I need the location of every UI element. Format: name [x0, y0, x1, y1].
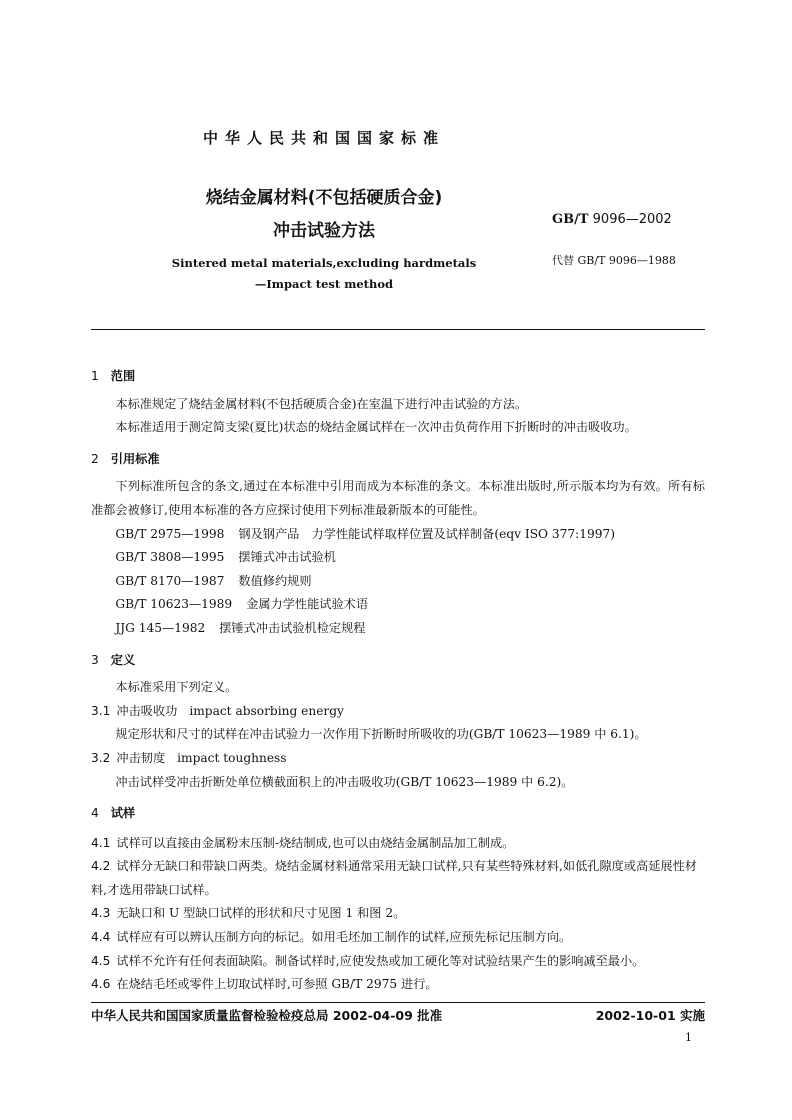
clause-number: 4.2 — [91, 859, 111, 874]
clause-number: 3.2 — [91, 750, 111, 765]
clause — [91, 855, 705, 902]
title-en-line-2: —Impact test method — [254, 277, 394, 291]
section-heading-4 — [91, 802, 705, 826]
clause-number: 4.4 — [91, 930, 111, 945]
section-title: 定义 — [110, 652, 136, 667]
reference-item — [91, 593, 705, 617]
reference-title: 金属力学性能试验术语 — [246, 597, 369, 612]
definition-heading — [91, 747, 705, 771]
standard-code — [552, 212, 672, 227]
reference-title: 摆锤式冲击试验机检定规程 — [219, 620, 366, 635]
standard-code-number: 9096—2002 — [592, 212, 672, 227]
section-number: 4 — [91, 806, 99, 821]
reference-title: 摆锤式冲击试验机 — [238, 550, 336, 565]
section-heading-2 — [91, 448, 705, 472]
section-heading-3 — [91, 649, 705, 673]
section-title: 范围 — [110, 369, 136, 383]
definition-term-en: impact absorbing energy — [189, 703, 344, 718]
clause-text: 在烧结毛坯或零件上切取试样时,可参照 GB/T 2975 进行。 — [116, 977, 438, 992]
definition-term-en: impact toughness — [177, 750, 287, 765]
title-en-line-1: Sintered metal materials,excluding hardmetals — [171, 256, 477, 270]
clause — [91, 926, 705, 950]
clause-text: 无缺口和 U 型缺口试样的形状和尺寸见图 1 和图 2。 — [116, 906, 406, 921]
section-title: 引用标准 — [110, 451, 160, 466]
reference-item — [91, 570, 705, 594]
reference-code: GB/T 8170—1987 — [115, 573, 225, 588]
paragraph: 下列标准所包含的条文,通过在本标准中引用而成为本标准的条文。本标准出版时,所示版本均为有效。所有标准都会被修订,使用本标准的各方应探讨使用下列标准最新版本的可能性。 — [91, 479, 705, 517]
clause-text: 试样不允许有任何表面缺陷。制备试样时,应使发热或加工硬化等对试验结果产生的影响减至最小。 — [116, 953, 645, 968]
section-number: 3 — [91, 652, 99, 667]
section-heading-1 — [91, 365, 705, 389]
clause — [91, 832, 705, 856]
clause-text: 试样应有可以辨认压制方向的标记。如用毛坯加工制作的试样,应预先标记压制方向。 — [116, 930, 572, 945]
national-standard-heading: 中华人民共和国国家标准 — [202, 129, 445, 147]
reference-item — [91, 523, 705, 547]
issuer-approval: 中华人民共和国国家质量监督检验检疫总局 2002-04-09 批准 — [91, 1008, 443, 1023]
definition-term: 冲击韧度 — [116, 750, 166, 765]
section-title: 试样 — [110, 806, 136, 821]
footer-divider — [91, 1002, 705, 1003]
header-divider — [91, 329, 705, 330]
definition-text: 规定形状和尺寸的试样在冲击试验力一次作用下折断时所吸收的功(GB/T 10623—1989 中 6.1)。 — [115, 727, 647, 742]
clause-number: 4.1 — [91, 835, 111, 850]
standard-code-prefix: GB/T — [552, 212, 589, 227]
clause — [91, 950, 705, 974]
page-number: 1 — [685, 1031, 692, 1044]
section-number: 1 — [91, 369, 99, 383]
reference-item — [91, 617, 705, 641]
clause — [91, 902, 705, 926]
clause-number: 4.5 — [91, 953, 111, 968]
clause-text: 试样分无缺口和带缺口两类。烧结金属材料通常采用无缺口试样,只有某些特殊材料,如低孔隙度或高延展性材料,才选用带缺口试样。 — [91, 859, 697, 897]
clause-number: 4.6 — [91, 977, 111, 992]
clause-text: 试样可以直接由金属粉末压制-烧结制成,也可以由烧结金属制品加工制成。 — [116, 835, 515, 850]
definition-text: 冲击试样受冲击折断处单位横截面积上的冲击吸收功(GB/T 10623—1989 中 6.2)。 — [115, 774, 574, 789]
reference-code: JJG 145—1982 — [115, 620, 206, 635]
reference-code: GB/T 10623—1989 — [115, 597, 233, 612]
section-number: 2 — [91, 451, 99, 466]
title-cn-line-2: 冲击试验方法 — [273, 221, 375, 241]
paragraph: 本标准采用下列定义。 — [115, 680, 238, 695]
clause-number: 3.1 — [91, 703, 111, 718]
paragraph: 本标准适用于测定简支梁(夏比)状态的烧结金属试样在一次冲击负荷作用下折断时的冲击吸收功。 — [115, 420, 637, 435]
document-body — [91, 360, 705, 997]
paragraph: 本标准规定了烧结金属材料(不包括硬质合金)在室温下进行冲击试验的方法。 — [115, 396, 528, 411]
title-cn-line-1: 烧结金属材料(不包括硬质合金) — [205, 188, 443, 208]
definition-heading — [91, 700, 705, 724]
reference-item — [91, 546, 705, 570]
clause-number: 4.3 — [91, 906, 111, 921]
reference-title: 数值修约规则 — [238, 573, 312, 588]
definition-term: 冲击吸收功 — [116, 703, 178, 718]
replaces-note: 代替 GB/T 9096—1988 — [552, 254, 676, 267]
reference-title: 钢及钢产品 力学性能试样取样位置及试样制备(eqv ISO 377:1997) — [238, 526, 616, 541]
clause — [91, 973, 705, 997]
reference-code: GB/T 3808—1995 — [115, 550, 225, 565]
effective-date: 2002-10-01 实施 — [595, 1008, 705, 1023]
reference-code: GB/T 2975—1998 — [115, 526, 225, 541]
